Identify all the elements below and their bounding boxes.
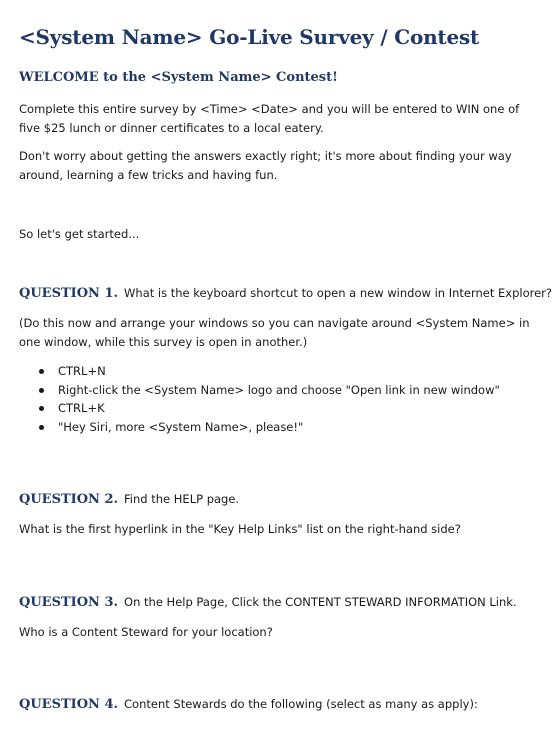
question-3-detail: Who is a Content Steward for your location? (19, 625, 273, 639)
question-1-label: QUESTION 1. (19, 286, 119, 301)
bullet-icon (39, 388, 44, 393)
question-1-heading (19, 284, 552, 303)
question-2-label: QUESTION 2. (19, 492, 119, 507)
question-4-prompt: Content Stewards do the following (select as many as apply): (124, 697, 478, 711)
list-item (39, 418, 500, 437)
list-item (39, 362, 500, 381)
question-3-prompt: On the Help Page, Click the CONTENT STEWARD INFORMATION Link. (124, 595, 517, 609)
list-item (39, 381, 500, 400)
option-text: CTRL+N (58, 364, 106, 378)
question-2-prompt: Find the HELP page. (124, 492, 240, 506)
question-3-label: QUESTION 3. (19, 595, 119, 610)
option-text: "Hey Siri, more <System Name>, please!" (58, 419, 304, 434)
bullet-icon (39, 406, 44, 411)
page-title: <System Name> Go-Live Survey / Contest (19, 25, 480, 49)
list-item (39, 399, 500, 418)
question-2-heading (19, 490, 239, 509)
question-4-heading (19, 695, 478, 714)
intro-paragraph: Complete this entire survey by <Time> <Date> and you will be entered to WIN one of five $25 lunch or dinner certificates to a local eatery. (19, 102, 520, 135)
question-1-options (39, 362, 500, 436)
bullet-icon (39, 425, 44, 430)
start-paragraph: So let's get started... (19, 227, 140, 241)
question-1-detail: (Do this now and arrange your windows so you can navigate around <System Name> in one window, while this survey is open in another.) (19, 316, 530, 349)
option-text: Right-click the <System Name> logo and choose "Open link in new window" (58, 382, 500, 397)
option-text: CTRL+K (58, 401, 105, 415)
question-3-heading (19, 593, 517, 612)
bullet-icon (39, 369, 44, 374)
question-2-detail: What is the first hyperlink in the "Key Help Links" list on the right-hand side? (19, 522, 461, 536)
welcome-heading: WELCOME to the <System Name> Contest! (19, 70, 338, 85)
question-1-prompt: What is the keyboard shortcut to open a new window in Internet Explorer? (124, 286, 552, 300)
reassurance-paragraph: Don't worry about getting the answers exactly right; it's more about finding your way around, learning a few tricks and having fun. (19, 149, 512, 182)
question-4-label: QUESTION 4. (19, 697, 119, 712)
